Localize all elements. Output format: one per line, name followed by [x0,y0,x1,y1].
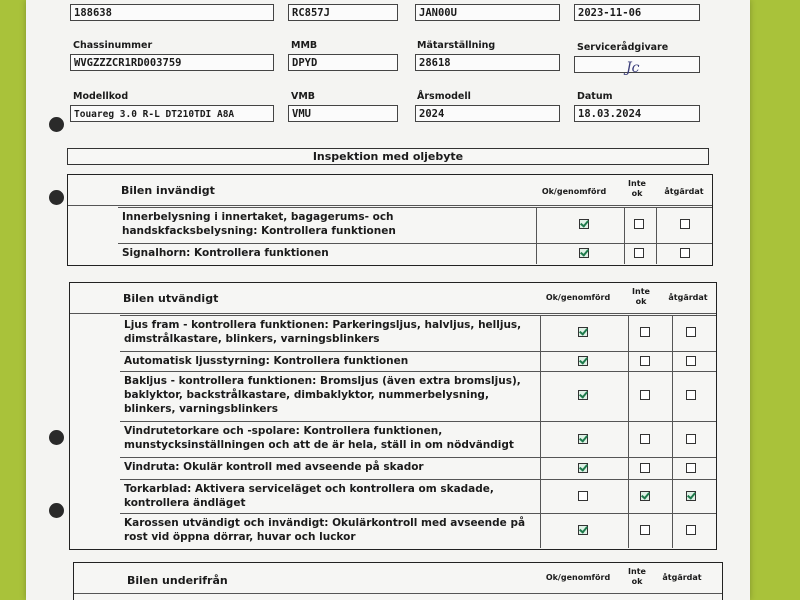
row-text: Torkarblad: Aktivera serviceläget och kontrollera om skadade, kontrollera ändläget [124,483,494,509]
section-title: Bilen utvändigt [123,292,219,305]
checkbox-ok[interactable] [578,327,588,337]
registration-field: RC857J [288,4,398,21]
punch-hole [49,430,64,445]
checkbox-not-ok[interactable] [640,434,650,444]
col-fixed: åtgärdat [668,293,708,302]
checkbox-ok[interactable] [578,525,588,535]
model-code-label: Modellkod [73,91,129,102]
row-text: Vindrutetorkare och -spolare: Kontrollera funktionen, munstycksinställningen och att de är hela, ställ in om nödvändigt [124,425,514,451]
row-text: Signalhorn: Kontrollera funktionen [122,247,329,259]
checklist-row [118,243,712,264]
section-header [68,175,712,206]
checkbox-ok[interactable] [579,219,589,229]
checkbox-not-ok[interactable] [634,219,644,229]
checkbox-ok[interactable] [579,248,589,258]
checkbox-fixed[interactable] [686,525,696,535]
checkbox-fixed[interactable] [680,219,690,229]
checkbox-not-ok[interactable] [640,356,650,366]
checklist-row [120,421,716,458]
checklist-row [120,315,716,352]
punch-hole [49,503,64,518]
row-text: Automatisk ljusstyrning: Kontrollera funktionen [124,355,409,367]
form-title: Inspektion med oljebyte [67,148,709,165]
checkbox-ok[interactable] [578,491,588,501]
checkbox-fixed[interactable] [680,248,690,258]
chassis-number-field: WVGZZZCR1RD003759 [70,54,274,71]
col-not-ok [624,567,650,587]
vmb-label: VMB [291,91,316,102]
order-number-field: 188638 [70,4,274,21]
section-tab [70,283,120,549]
vmb-field: VMU [288,105,398,122]
col-not-ok-line1: Inte [628,567,646,576]
odometer-field: 28618 [415,54,560,71]
checklist-row [120,351,716,372]
checkbox-fixed[interactable] [686,463,696,473]
col-not-ok [624,179,650,199]
row-text: Ljus fram - kontrollera funktionen: Parkeringsljus, halvljus, helljus, dimstrålkastare, blinkers, varningsblinkers [124,319,522,345]
row-text: Innerbelysning i innertaket, bagagerums- och handskfacksbelysning: Kontrollera funktionen [122,211,396,237]
mmb-label: MMB [291,40,318,51]
section-exterior [69,282,717,550]
checkbox-fixed[interactable] [686,434,696,444]
col-not-ok-line2: ok [635,297,647,306]
checkbox-ok[interactable] [578,434,588,444]
section-header [70,283,716,314]
service-advisor-label: Servicerådgivare [577,42,669,53]
date-label: Datum [577,91,613,102]
col-fixed: åtgärdat [664,187,704,196]
checkbox-fixed[interactable] [686,327,696,337]
section-interior [67,174,713,266]
checkbox-not-ok[interactable] [634,248,644,258]
checkbox-fixed[interactable] [686,390,696,400]
col-ok: Ok/genomförd [541,187,607,196]
row-text: Karossen utvändigt och invändigt: Okulärkontroll med avseende på rost vid öppna dörrar, huvar och luckor [124,517,526,543]
checklist-row [120,371,716,422]
chassis-label: Chassinummer [73,40,153,51]
service-advisor-signature: Jc [626,60,640,76]
checkbox-not-ok[interactable] [640,491,650,501]
col-ok: Ok/genomförd [545,293,611,302]
mmb-field: DPYD [288,54,398,71]
inspection-form [26,0,750,600]
col-not-ok-line1: Inte [628,179,646,188]
engine-code-field: JAN00U [415,4,560,21]
odometer-label: Mätarställning [417,40,496,51]
checkbox-not-ok[interactable] [640,390,650,400]
model-code-field: Touareg 3.0 R-L DT210TDI A8A [70,105,274,122]
date-field: 18.03.2024 [574,105,700,122]
col-fixed: åtgärdat [662,573,702,582]
col-not-ok [628,287,654,307]
checkbox-ok[interactable] [578,463,588,473]
checkbox-ok[interactable] [578,390,588,400]
checklist-row [120,513,716,548]
checkbox-fixed[interactable] [686,356,696,366]
row-text: Bakljus - kontrollera funktionen: Bromsljus (även extra bromsljus), baklyktor, backstrålkastare, dimbaklyktor, nummerbelysning, blinkers, varningsblinkers [124,375,521,415]
checklist-row [120,479,716,514]
punch-hole [49,117,64,132]
checklist-row [120,457,716,480]
col-not-ok-line2: ok [631,577,643,586]
row-text: Vindruta: Okulär kontroll med avseende på skador [124,461,424,473]
checkbox-not-ok[interactable] [640,525,650,535]
first-registration-field: 2023-11-06 [574,4,700,21]
col-not-ok-line2: ok [631,189,643,198]
section-underside [73,562,723,600]
checkbox-ok[interactable] [578,356,588,366]
checkbox-fixed[interactable] [686,491,696,501]
checkbox-not-ok[interactable] [640,327,650,337]
checkbox-not-ok[interactable] [640,463,650,473]
model-year-label: Årsmodell [417,91,471,102]
col-ok: Ok/genomförd [545,573,611,582]
section-title: Bilen invändigt [121,184,215,197]
model-year-field: 2024 [415,105,560,122]
checklist-row [118,207,712,244]
punch-hole [49,190,64,205]
col-not-ok-line1: Inte [632,287,650,296]
section-title: Bilen underifrån [127,574,228,587]
section-header [74,563,722,594]
